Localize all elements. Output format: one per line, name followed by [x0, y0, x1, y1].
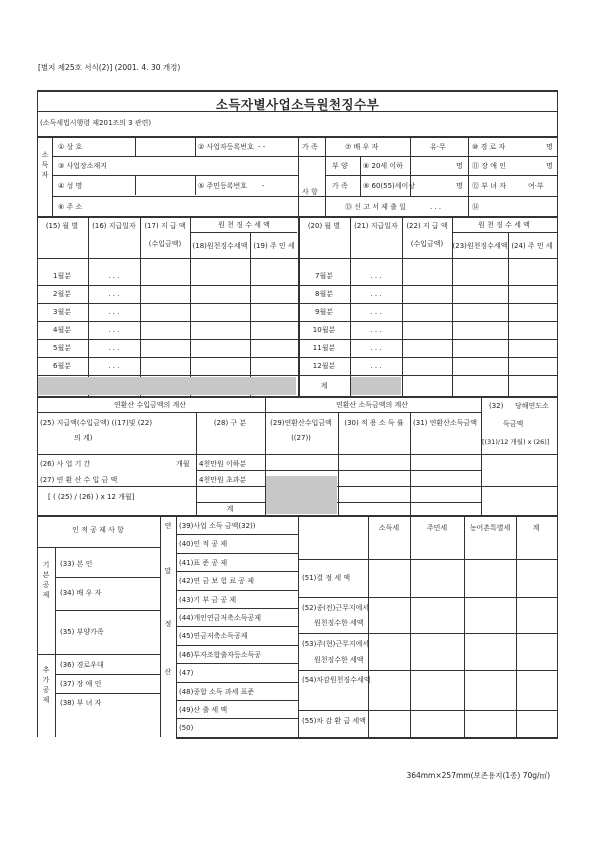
- year-end-char-4: 산: [164, 668, 172, 676]
- item25-label: (25) 지급액(수입금액) ((17)및 (22): [40, 419, 153, 427]
- age60-unit: 명: [456, 182, 463, 190]
- self-label: (33) 본 인: [60, 560, 93, 568]
- legal-basis: (소득세법시행령 제201조의 3 관련): [40, 119, 152, 127]
- year-end-char-2: 말: [164, 567, 172, 575]
- workplace-label: ③ 사업장소재지: [58, 162, 108, 170]
- income-tax-header: (18)원천징수세액: [192, 242, 248, 250]
- divider: [190, 216, 191, 396]
- divider: [298, 559, 557, 560]
- pay-date-dots: . . .: [108, 290, 120, 298]
- divider: [298, 216, 300, 396]
- divider: [508, 232, 509, 396]
- divider: [160, 515, 161, 737]
- divider: [298, 670, 557, 671]
- divider: [195, 175, 196, 195]
- under20-label: ⑧ 20세 이하: [363, 162, 403, 170]
- total-row-label: 계: [320, 382, 328, 390]
- additional-deduction-label: 추가공제: [42, 666, 50, 704]
- item46-label: (46)투자조합출자등소득공: [179, 650, 261, 659]
- female-deduction-label: (38) 부 녀 자: [60, 699, 102, 707]
- item32-number: (32): [489, 402, 504, 410]
- item25-label-2: 의 계): [74, 434, 93, 442]
- month-label: 1월분: [53, 272, 71, 280]
- pay-date-dots-right: . . .: [370, 308, 382, 316]
- tax-resident-header: 주민세: [426, 524, 448, 532]
- item40-label: (40)인 적 공 제: [179, 540, 228, 549]
- calc-sum-label: 계: [226, 505, 234, 513]
- divider: [325, 175, 557, 176]
- under20-unit: 명: [456, 162, 463, 170]
- item29-label: (29)연환산수입금액: [270, 419, 332, 427]
- divider: [402, 216, 403, 396]
- form-number-note: [별지 제25호 서식(2)] (2001. 4. 30 개정): [38, 63, 181, 72]
- divider: [481, 396, 482, 515]
- divider: [140, 216, 141, 396]
- item51-label: (51)결 정 세 액: [302, 574, 351, 582]
- month-label: 2월분: [53, 290, 71, 298]
- divider: [37, 396, 558, 398]
- pay-date-dots-right: . . .: [370, 272, 382, 280]
- settlement-row-divider: [176, 571, 298, 572]
- divider: [55, 674, 160, 675]
- item44-label: (44)개인연금저축소득공제: [179, 614, 261, 622]
- withholding-header: 원 천 징 수 세 액: [218, 221, 270, 229]
- amount-sub-header-right: (수입금액): [410, 240, 444, 248]
- divider: [410, 412, 411, 515]
- item32-formula: [(31)/12 개월) x (26)]: [482, 438, 550, 446]
- divider: [368, 515, 369, 737]
- item52-label-2: 원천징수한 세액: [314, 619, 364, 627]
- report-date-format: . . .: [430, 203, 442, 211]
- divider: [88, 216, 89, 396]
- settlement-row-divider: [176, 626, 298, 627]
- withholding-header-right: 원 천 징 수 세 액: [478, 221, 530, 229]
- settlement-row-divider: [176, 608, 298, 609]
- settlement-value-shade: [177, 722, 297, 723]
- outer-top-border: [37, 90, 558, 92]
- month-label: 6월분: [53, 362, 71, 370]
- divider: [298, 136, 299, 216]
- name-label: ④ 성 명: [58, 182, 83, 190]
- item27-label: (27) 연 환 산 수 입 금 액: [40, 476, 118, 484]
- item42-label: (42)연 금 보 험 료 공 제: [179, 577, 255, 586]
- divider: [298, 597, 557, 598]
- business-reg-no-label: ② 사업자등록번호: [198, 143, 254, 151]
- item43-label: (43)기 부 금 공 제: [179, 595, 237, 604]
- tax-sum-header: 계: [532, 524, 540, 532]
- month-row-divider: [37, 375, 558, 376]
- item49-label: (49)산 출 세 액: [179, 706, 228, 714]
- divider: [37, 654, 161, 655]
- settlement-row-divider: [176, 700, 298, 701]
- business-reg-dash: - -: [258, 143, 266, 151]
- divider: [360, 156, 361, 196]
- divider: [52, 175, 298, 176]
- item48-label: (48)종합 소득 과세 표준: [179, 687, 255, 696]
- female-head-label: ⑫ 부 녀 자: [472, 182, 506, 190]
- pay-date-dots-right: . . .: [370, 290, 382, 298]
- settlement-row-divider: [176, 553, 298, 554]
- month-row-divider: [37, 339, 558, 340]
- settlement-row-divider: [176, 645, 298, 646]
- family-label-top: 가 족: [302, 143, 318, 151]
- divider: [468, 136, 469, 216]
- divider: [37, 412, 481, 413]
- calc-sum-shade: [266, 476, 337, 514]
- item32-label-2: 득금액: [503, 420, 524, 428]
- support-label-bottom: 가 족: [332, 182, 348, 190]
- divider: [55, 547, 56, 737]
- amount-header: (17) 지 급 액: [144, 222, 186, 230]
- divider: [55, 693, 160, 694]
- item41-label: (41)표 준 공 제: [179, 558, 228, 567]
- months-unit: 개월: [176, 460, 190, 468]
- item31-label: (31) 연환산소득금액: [413, 419, 477, 427]
- divider: [452, 232, 557, 233]
- pay-date-dots: . . .: [108, 362, 120, 370]
- item53-label-2: 원천징수한 세액: [314, 656, 364, 664]
- divider: [55, 577, 160, 578]
- item39-label: (39)사업 소득 금액(32)): [179, 522, 256, 530]
- month-label: 3월분: [53, 308, 71, 316]
- divider: [176, 737, 558, 739]
- income-tax-header-right: (23)원천징수세액: [452, 242, 508, 250]
- spouse-value: 유·무: [430, 143, 446, 151]
- resident-reg-dash: -: [262, 182, 265, 190]
- pay-date-dots: . . .: [108, 308, 120, 316]
- divider: [464, 515, 465, 737]
- report-date-label: ⑬ 신 고 서 제 출 일: [345, 203, 406, 211]
- pay-date-header-right: (21) 지급일자: [354, 222, 398, 230]
- divider: [52, 156, 557, 157]
- month-label-right: 10월분: [312, 326, 336, 334]
- annual-income-tax-title: 연환산 소득금액의 계산: [335, 401, 409, 409]
- amount-header-right: (22) 지 급 액: [406, 222, 448, 230]
- divider: [37, 454, 558, 455]
- divider: [196, 412, 197, 515]
- item29-label-2: ((27)): [291, 434, 311, 442]
- resident-tax-header: (19) 주 민 세: [253, 242, 295, 250]
- divider: [37, 515, 38, 737]
- tax-rural-header: 농어촌특별세: [469, 524, 511, 532]
- pay-date-dots-right: . . .: [370, 362, 382, 370]
- senior-deduction-label: (36) 경로우대: [60, 661, 104, 669]
- year-end-char-3: 정: [164, 620, 172, 628]
- month-label-right: 7월분: [315, 272, 333, 280]
- dependents-label: (35) 부양가족: [60, 628, 104, 636]
- disabled-label: ⑪ 장 애 인: [472, 162, 506, 170]
- divider: [52, 136, 53, 216]
- divider: [37, 547, 161, 548]
- personal-deduction-title: 인 적 공 제 사 항: [72, 526, 124, 534]
- divider: [516, 515, 517, 737]
- pay-date-dots: . . .: [108, 344, 120, 352]
- item50-label: (50): [179, 724, 194, 733]
- title-bottom-border: [37, 111, 558, 112]
- settlement-row-divider: [176, 682, 298, 683]
- month-label: 4월분: [53, 326, 71, 334]
- settlement-row-divider: [176, 590, 298, 591]
- pay-date-dots: . . .: [108, 272, 120, 280]
- page-title: 소득자별사업소득원천징수부: [215, 97, 380, 112]
- spouse-label: ⑦ 배 우 자: [345, 143, 379, 151]
- divider: [190, 232, 297, 233]
- item27-formula: [ ( (25) / (26) ) x 12 개월]: [48, 493, 135, 501]
- support-label-top: 부 양: [332, 162, 348, 170]
- item28-label: (28) 구 분: [213, 419, 247, 427]
- item54-label: (54)차감원천징수세액: [302, 676, 371, 684]
- trade-name-label: ① 상 호: [58, 143, 83, 151]
- month-row-divider: [37, 321, 558, 322]
- item52-label: (52)종(전)근무지에서: [302, 604, 370, 612]
- divider: [298, 633, 557, 634]
- item45-label: (45)연금저축소득공제: [179, 632, 248, 641]
- item53-label: (53)주(현)근무지에서: [302, 640, 370, 648]
- divider: [298, 710, 557, 711]
- divider: [52, 196, 557, 197]
- tax-income-header: 소득세: [378, 524, 400, 532]
- paper-spec-note: 364mm×257mm(보존용지(1종) 70g/㎡): [406, 771, 550, 780]
- resident-reg-no-label: ⑤ 주민등록번호: [198, 182, 248, 190]
- pay-date-dots-right: . . .: [370, 344, 382, 352]
- item55-label: (55)차 감 환 급 세액: [302, 717, 366, 725]
- month-row-divider: [37, 303, 558, 304]
- divider: [298, 515, 299, 737]
- pay-date-header: (16) 지급일자: [92, 222, 136, 230]
- over-40m-label: 4천만원 초과분: [199, 476, 247, 484]
- pay-date-dots: . . .: [108, 326, 120, 334]
- settlement-row-divider: [176, 718, 298, 719]
- divider: [350, 216, 351, 396]
- item47-label: (47): [179, 669, 194, 678]
- disabled-unit: 명: [546, 162, 553, 170]
- amount-sub-header: (수입금액): [148, 240, 182, 248]
- blank-field-14: ⑭: [472, 203, 479, 211]
- income-earner-label: 소득자: [41, 151, 49, 179]
- divider: [135, 175, 136, 195]
- under-40m-label: 4천만원 이하분: [199, 460, 247, 468]
- divider: [557, 515, 558, 737]
- month-row-divider: [37, 285, 558, 286]
- total-row-shade-pay-date: [351, 377, 401, 395]
- age60-label: ⑨ 60(55)세이상: [363, 182, 416, 190]
- month-header: (15) 월 별: [45, 222, 79, 230]
- item32-label: 당해연도소: [515, 402, 549, 410]
- month-label-right: 9월분: [315, 308, 333, 316]
- pay-date-dots-right: . . .: [370, 326, 382, 334]
- divider: [410, 515, 411, 737]
- divider: [338, 412, 339, 515]
- item30-label: (30) 적 용 소 득 률: [344, 419, 404, 427]
- resident-tax-header-right: (24) 주 민 세: [511, 242, 553, 250]
- senior-label: ⑩ 경 로 자: [472, 143, 506, 151]
- female-head-value: 여·부: [528, 182, 544, 190]
- annual-income-title: 연환산 수입금액의 계산: [113, 401, 187, 409]
- month-label: 5월분: [53, 344, 71, 352]
- spouse-deduction-label: (34) 배 우 자: [60, 589, 102, 597]
- month-label-right: 8월분: [315, 290, 333, 298]
- senior-unit: 명: [546, 143, 553, 151]
- settlement-row-divider: [176, 663, 298, 664]
- family-label-bottom: 사 항: [302, 188, 318, 196]
- year-end-char-1: 연: [164, 522, 172, 530]
- month-header-right: (20) 월 별: [307, 222, 341, 230]
- month-row-divider: [37, 357, 558, 358]
- basic-deduction-label: 기본공제: [42, 561, 50, 599]
- settlement-row-divider: [176, 534, 298, 535]
- disabled-deduction-label: (37) 장 애 인: [60, 680, 102, 688]
- total-row-shade-left: [38, 377, 296, 395]
- divider: [135, 136, 136, 156]
- address-label: ⑥ 주 소: [58, 203, 83, 211]
- month-label-right: 11월분: [312, 344, 336, 352]
- divider: [195, 136, 196, 156]
- divider: [55, 610, 160, 611]
- item26-label: (26) 사 업 기 간: [40, 460, 91, 468]
- divider: [250, 232, 251, 396]
- month-label-right: 12월분: [312, 362, 336, 370]
- divider: [325, 136, 326, 216]
